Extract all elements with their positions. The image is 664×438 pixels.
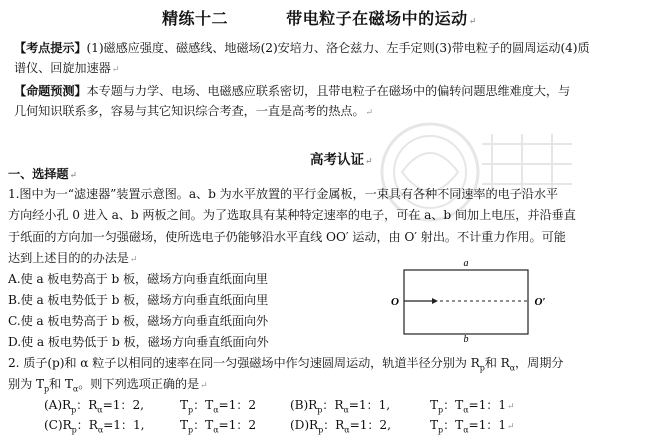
option-sub: p [188, 425, 194, 435]
option-r-val: =1：1, [348, 398, 391, 412]
title-right: 带电粒子在磁场中的运动 [286, 9, 468, 28]
q2-option-a-period [180, 397, 256, 418]
arrow-head-icon [432, 298, 438, 304]
q2-sub: α [72, 384, 79, 394]
q1-line-2: 方向经小孔 0 进入 a、b 两板之间。为了选取具有某种特定速率的电子，可在 a、b 间加上电压，并沿垂直 [8, 208, 576, 222]
option-sub: p [317, 405, 323, 415]
hole-o-prime-label: O′ [534, 296, 546, 308]
yuce-line-1 [14, 83, 570, 99]
option-t-mid: ：T [443, 418, 464, 432]
option-sub: α [213, 405, 219, 415]
title-left: 精练十二 [162, 9, 229, 28]
paragraph-mark: ↵ [468, 17, 477, 27]
q1-option-c: C.使 a 板电势高于 b 板，磁场方向垂直纸面向外 [8, 314, 269, 328]
kaodian-label: 【考点提示】 [14, 41, 87, 55]
yuce-text-2: 几何知识联系多，容易与其它知识综合考查，一直是高考的热点。 [14, 104, 365, 118]
option-sub: α [463, 425, 469, 435]
option-r-mid: ：R [322, 398, 344, 412]
q2-option-b [290, 397, 390, 418]
plate-a-label: a [463, 258, 469, 269]
paragraph-mark: ↵ [507, 402, 515, 412]
option-sub: p [438, 405, 444, 415]
option-sub: α [97, 425, 104, 435]
section-heading-text: 高考认证 [310, 152, 364, 168]
q1-option-b: B.使 a 板电势低于 b 板，磁场方向垂直纸面向里 [8, 293, 269, 307]
yuce-label: 【命题预测】 [14, 84, 87, 98]
q2-line-1-text: 2. 质子(p)和 α 粒子以相同的速率在同一匀强磁场中作匀速圆周运动，轨道半径分别为 R [8, 356, 480, 370]
option-t: T [180, 398, 189, 412]
section-heading [310, 148, 373, 168]
q1-option-d: D.使 a 板电势低于 b 板，磁场方向垂直纸面向外 [8, 335, 269, 349]
option-r-val: =1：2, [349, 418, 391, 432]
q2-line-1 [8, 355, 563, 376]
velocity-filter-figure [384, 258, 564, 342]
q2-option-c-period [180, 417, 256, 438]
q2-sub: α [509, 363, 516, 373]
option-t: T [430, 398, 439, 412]
q1-line-3: 于纸面的方向加一匀强磁场，使所选电子仍能够沿水平直线 OO′ 运动，由 O′ 射出。不计重力作用。可能 [8, 230, 566, 244]
q1-line-1: 1.图中为一“滤速器”装置示意图。a、b 为水平放置的平行金属板，一束具有各种不同速率的电子沿水平 [8, 187, 559, 201]
option-t-val: =1：1 [468, 418, 507, 432]
q2-option-d [290, 417, 391, 438]
q2-option-b-period [430, 397, 514, 418]
option-r-mid: ：R [323, 418, 345, 432]
filter-frame [404, 270, 528, 334]
option-t-mid: ：T [193, 398, 214, 412]
kaodian-line-2 [14, 60, 119, 78]
option-t: T [180, 418, 189, 432]
option-sub: p [71, 425, 77, 435]
option-sub: α [344, 425, 350, 435]
option-t-val: =1：1 [468, 398, 507, 412]
kaodian-text-2: 谱仪、回旋加速器 [14, 61, 111, 75]
paragraph-mark: ↵ [200, 381, 208, 391]
paragraph-mark: ↵ [129, 255, 138, 265]
option-sub: α [343, 405, 349, 415]
option-sub: p [188, 405, 194, 415]
q1-line-4-text: 达到上述目的的办法是 [8, 251, 129, 265]
watermark-logo [372, 104, 582, 244]
kaodian-line-1 [14, 40, 590, 56]
q2-line-1-end: ，周期分 [515, 356, 564, 370]
paragraph-mark: ↵ [69, 171, 77, 181]
q2-sub: p [479, 363, 485, 373]
option-sub: α [213, 425, 219, 435]
q2-option-d-period [430, 417, 514, 438]
q1-option-a: A.使 a 板电势高于 b 板，磁场方向垂直纸面向里 [8, 272, 269, 286]
option-r-mid: ：R [76, 418, 98, 432]
subsection-heading-text: 一、选择题 [8, 167, 69, 181]
option-t-mid: ：T [193, 418, 214, 432]
option-sub: p [438, 425, 444, 435]
paragraph-mark: ↵ [365, 108, 373, 118]
subsection-heading [8, 166, 77, 184]
option-label: (C) [44, 418, 63, 432]
paragraph-mark: ↵ [507, 422, 515, 432]
q2-option-a [44, 397, 144, 418]
option-sub: α [463, 405, 469, 415]
option-r-val: =1：2, [102, 398, 144, 412]
q2-line-2-c: 。则下列选项正确的是 [78, 377, 200, 391]
option-t-val: =1：2 [218, 418, 257, 432]
option-r: R [62, 398, 72, 412]
option-t-mid: ：T [443, 398, 464, 412]
q2-line-2 [8, 376, 208, 397]
plate-b-label: b [463, 334, 469, 342]
option-t-val: =1：2 [218, 398, 257, 412]
option-r-val: =1：1, [103, 418, 145, 432]
q2-line-2-b: 和 T [49, 377, 73, 391]
option-r: R [62, 418, 72, 432]
option-r-mid: ：R [76, 398, 98, 412]
q2-option-c [44, 417, 144, 438]
option-r: R [308, 418, 319, 432]
q1-line-4 [8, 250, 137, 268]
paragraph-mark: ↵ [365, 157, 373, 167]
option-sub: α [97, 405, 103, 415]
option-t: T [430, 418, 439, 432]
q2-line-2-a: 别为 T [8, 377, 44, 391]
option-label: (B) [290, 398, 309, 412]
option-label: (D) [290, 418, 309, 432]
option-sub: p [71, 405, 77, 415]
yuce-text-1: 本专题与力学、电场、电磁感应联系密切，且带电粒子在磁场中的偏转问题思维难度大，与 [86, 84, 571, 98]
option-r: R [308, 398, 318, 412]
q2-sub: p [43, 384, 50, 394]
paragraph-mark: ↵ [111, 65, 120, 75]
hole-o-label: O [391, 296, 399, 308]
yuce-line-2 [14, 103, 373, 121]
option-label: (A) [44, 398, 63, 412]
kaodian-text-1: (1)磁感应强度、磁感线、地磁场(2)安培力、洛仑兹力、左手定则(3)带电粒子的圆周运动(4)质 [86, 41, 590, 55]
page-title [162, 6, 477, 29]
q2-line-1-mid: 和 R [484, 356, 510, 370]
option-sub: p [318, 425, 324, 435]
